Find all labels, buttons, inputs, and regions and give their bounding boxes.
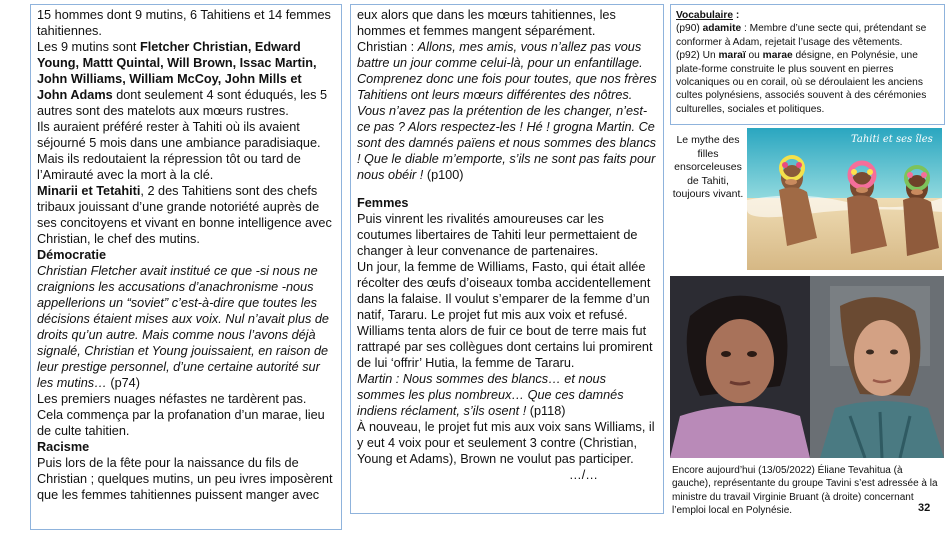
- photo-caption-women: Encore aujourd’hui (13/05/2022) Éliane Tevahitua (à gauche), représentante du groupe Tavini s’est adressée à la ministre du travail Virginie Bruant (à droite) concernant l’emploi local en Polynésie.: [672, 465, 938, 516]
- text: , 2 des Tahitiens sont des chefs tribaux jouissant d’une grande notoriété auprès de ses concitoyens et vivant en bonne intelligence avec Christian, le chef des mutins.: [37, 184, 332, 246]
- paragraph: Williams tenta alors de fuir ce bout de terre mais fut rattrapé par ses collègues dont certains lui promirent de lui ‘offrir’ Hutia, la femme de Tararu.: [357, 324, 653, 370]
- paragraph: Mais ils redoutaient la répression tôt ou tard de l’Amirauté avec la mort à la clé.: [37, 152, 301, 182]
- photo-watermark: Tahiti et ses îles: [851, 134, 933, 145]
- page-number: 32: [918, 502, 931, 514]
- paragraph: eux alors que dans les mœurs tahitiennes, les hommes et femmes mangent séparément.: [357, 8, 616, 38]
- photo-two-women-image: [670, 276, 944, 458]
- paragraph: À nouveau, le projet fut mis aux voix sans Williams, il y eut 4 voix pour et seulement 3 contre (Christian, Young et Adams), Brown ne voulut pas participer.: [357, 420, 655, 466]
- vocab-entry-marae: [676, 49, 939, 116]
- photo-caption-myth: Le mythe des filles ensorceleuses de Tahiti, toujours vivant.: [672, 134, 744, 200]
- spacer: [357, 183, 657, 195]
- page-ref: (p90): [676, 23, 703, 35]
- vocabulary-box: [670, 4, 945, 125]
- definition: désigne, en Polynésie, une plate-forme construite le plus souvent en pierres volcaniques ou en corail, où se déroulaient les anciens cultes polynésiens, associés souvent à des cérémonies culturelles, sociales et politiques.: [676, 50, 927, 115]
- photo-tahiti-girls: [747, 128, 942, 270]
- text-column-left: [30, 4, 342, 530]
- speaker: Christian :: [357, 40, 418, 54]
- mutineer-names: Fletcher Christian, Edward Young, Mattt Quintal, Will Brown, Issac Martin, John Williams, William McCoy, John Mills et John Adams: [37, 40, 317, 102]
- text-column-middle: [350, 4, 664, 514]
- text: dont seulement 4 sont éduqués, les 5 autres sont des matelots aux mœurs rustres.: [37, 88, 328, 118]
- photo-two-women: [670, 276, 944, 458]
- tahitian-names: Minarii et Tetahiti: [37, 184, 141, 198]
- paragraph: 15 hommes dont 9 mutins, 6 Tahitiens et 14 femmes tahitiennes.: [37, 8, 331, 38]
- quote: Allons, mes amis, vous n’allez pas vous battre un jour comme celui-là, pour un enfantillage. Comprenez donc une fois pour toutes, que nos frères Tahitiens ont leurs mœurs différentes des nôtres. Vous n’avez pas la prétention de les changer, n’est-ce pas ? Alors respectez-les ! Hé ! grogna Martin. Ce sont des damnés païens et nous sommes des blancs ! Que le diable m’emporte, s’ils ne sont pas faits pour nous obéir !: [357, 40, 657, 182]
- quote-paragraph: [37, 263, 335, 391]
- heading-femmes: Femmes: [357, 196, 409, 210]
- paragraph: [37, 39, 335, 119]
- photo-tahiti-girls-image: [747, 128, 942, 270]
- paragraph: Puis vinrent les rivalités amoureuses car les coutumes libertaires de Tahiti leur permettaient de changer à leur convenance de partenaires.: [357, 212, 638, 258]
- page-ref: (p100): [423, 168, 464, 182]
- quote: Martin : Nous sommes des blancs… et nous sommes les plus nombreux… Que ces damnés indiens réclament, s’ils osent !: [357, 372, 624, 418]
- quote-paragraph: [357, 371, 657, 419]
- heading-democratie: Démocratie: [37, 248, 107, 262]
- continuation-mark: …/…: [569, 468, 598, 482]
- paragraph: Puis lors de la fête pour la naissance du fils de Christian ; quelques mutins, un peu ivres imposèrent que les femmes tahitiennes puissent manger avec: [37, 456, 333, 502]
- term: maraï: [718, 50, 746, 62]
- heading-racisme: Racisme: [37, 440, 90, 454]
- paragraph: Cela commença par la profanation d’un marae, lieu de culte tahitien.: [37, 408, 325, 438]
- term: marae: [762, 50, 793, 62]
- term: adamite: [702, 23, 742, 35]
- paragraph: Les premiers nuages néfastes ne tardèrent pas.: [37, 392, 307, 406]
- quote: Christian Fletcher avait institué ce que -si nous ne craignions les accusations d’anachronisme -nous appellerions un “soviet” c’est-à-dire que toutes les décisions étaient mises aux voix. Nul n’avait plus de droits qu’un autre. Mais comme nous l’avons déjà signalé, Christian et Young jouissaient, en raison de leur prestige personnel, d’une certaine autorité sur les mutins…: [37, 264, 329, 390]
- text: Les 9 mutins sont: [37, 40, 140, 54]
- vocab-title: Vocabulaire: [676, 10, 733, 21]
- paragraph: Ils auraient préféré rester à Tahiti où ils avaient séjourné 5 mois dans une ambiance paradisiaque.: [37, 120, 321, 150]
- page-ref: (p118): [526, 404, 566, 418]
- paragraph: Un jour, la femme de Williams, Fasto, qui était allée récolter des œufs d’oiseaux tomba accidentellement dans la falaise. Il voulut s’emparer de la femme d’un natif, Tararu. Le projet fut mis aux voix et refusé.: [357, 260, 651, 322]
- vocab-title-line: [676, 9, 939, 22]
- vocab-colon: :: [733, 10, 740, 21]
- paragraph: [37, 183, 335, 247]
- page-ref: (p74): [106, 376, 140, 390]
- quote-paragraph: [357, 39, 657, 183]
- text: ou: [745, 50, 763, 62]
- vocab-entry-adamite: [676, 22, 939, 49]
- page-ref: (p92) Un: [676, 50, 719, 62]
- definition: : Membre d’une secte qui, prétendant se conformer à Adam, rejetait l’usage des vêtements.: [676, 23, 927, 48]
